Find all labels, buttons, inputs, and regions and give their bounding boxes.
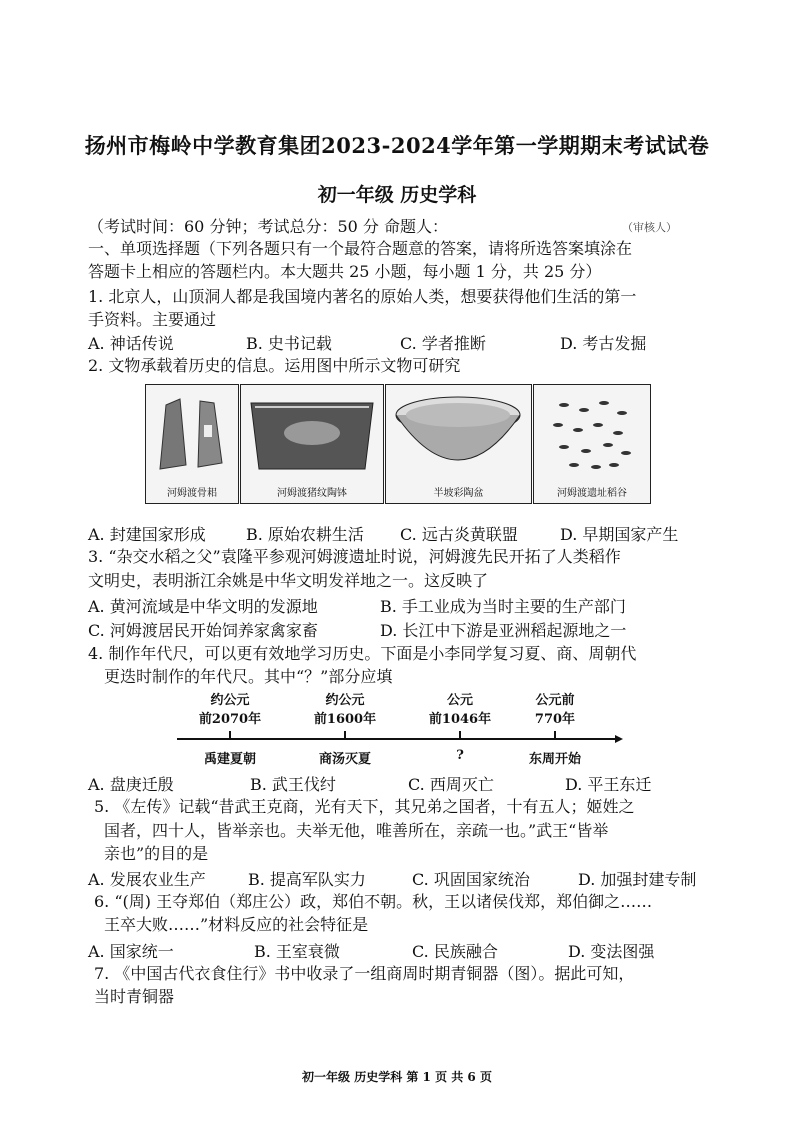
bone-spade-icon bbox=[146, 385, 238, 480]
q6-stem-2: 王卒大败……”材料反应的社会特征是 bbox=[104, 915, 369, 934]
q6-option-d[interactable]: D. 变法图强 bbox=[568, 942, 655, 961]
q3-option-b[interactable]: B. 手工业成为当时主要的生产部门 bbox=[380, 597, 626, 616]
q1-option-b[interactable]: B. 史书记载 bbox=[246, 334, 332, 353]
section-intro-1: 一、单项选择题（下列各题只有一个最符合题意的答案，请将所选答案填涂在 bbox=[88, 239, 633, 258]
q2-caption-1: 河姆渡骨耜 bbox=[167, 488, 217, 499]
painted-basin-icon bbox=[386, 385, 531, 480]
q3-stem-1: 3. “杂交水稻之父”袁隆平参观河姆渡遗址时说，河姆渡先民开拓了人类稻作 bbox=[88, 547, 621, 566]
q3-option-d[interactable]: D. 长江中下游是亚洲稻起源地之一 bbox=[380, 621, 627, 640]
rice-grains-icon bbox=[534, 385, 650, 480]
q2-option-c[interactable]: C. 远古炎黄联盟 bbox=[400, 525, 518, 544]
timeline-top-4: 公元前 bbox=[535, 693, 575, 708]
q4-option-d[interactable]: D. 平王东迁 bbox=[565, 775, 652, 794]
q2-image-bone-spade bbox=[145, 384, 239, 504]
timeline-bottom-4: 东周开始 bbox=[528, 752, 581, 767]
timeline-bottom-3: ? bbox=[456, 748, 464, 763]
q6-option-c[interactable]: C. 民族融合 bbox=[412, 942, 498, 961]
q2-option-a[interactable]: A. 封建国家形成 bbox=[88, 525, 206, 544]
q7-stem-2: 当时青铜器 bbox=[94, 987, 175, 1006]
q5-stem-3: 亲也”的目的是 bbox=[104, 844, 209, 863]
exam-info bbox=[88, 216, 448, 238]
q2-caption-4: 河姆渡遗址稻谷 bbox=[557, 488, 627, 499]
q6-stem-1: 6. “(周) 王夺郑伯（郑庄公）政，郑伯不朝。秋，王以诸侯伐郑，郑伯御之…… bbox=[94, 892, 653, 911]
exam-title: 扬州市梅岭中学教育集团2023-2024学年第一学期期末考试试卷 bbox=[84, 133, 710, 158]
q1-option-d[interactable]: D. 考古发掘 bbox=[560, 334, 647, 353]
q1-option-c[interactable]: C. 学者推断 bbox=[400, 334, 486, 353]
q4-stem-1: 4. 制作年代尺，可以更有效地学习历史。下面是小李同学复习夏、商、周朝代 bbox=[88, 644, 637, 663]
q4-option-c[interactable]: C. 西周灭亡 bbox=[408, 775, 494, 794]
q4-option-b[interactable]: B. 武王伐纣 bbox=[250, 775, 336, 794]
q2-caption-2: 河姆渡猪纹陶钵 bbox=[277, 488, 347, 499]
timeline-top-2: 约公元 bbox=[325, 693, 365, 708]
timeline-axis bbox=[175, 728, 625, 746]
q5-option-a[interactable]: A. 发展农业生产 bbox=[88, 870, 206, 889]
q2-option-b[interactable]: B. 原始农耕生活 bbox=[246, 525, 364, 544]
q2-option-d[interactable]: D. 早期国家产生 bbox=[560, 525, 679, 544]
page-footer: 初一年级 历史学科 第 1 页 共 6 页 bbox=[302, 1070, 492, 1084]
timeline-top-1: 约公元 bbox=[210, 693, 250, 708]
q5-stem-2: 国者，四十人，皆举亲也。夫举无他，唯善所在，亲疏一也。”武王“皆举 bbox=[104, 821, 609, 840]
q5-option-c[interactable]: C. 巩固国家统治 bbox=[412, 870, 530, 889]
exam-subtitle: 初一年级 历史学科 bbox=[317, 184, 477, 206]
timeline-top2-4: 770年 bbox=[534, 712, 576, 727]
timeline-top2-2: 前1600年 bbox=[313, 712, 377, 727]
q5-option-d[interactable]: D. 加强封建专制 bbox=[578, 870, 697, 889]
q1-option-a[interactable]: A. 神话传说 bbox=[88, 334, 174, 353]
q3-option-a[interactable]: A. 黄河流域是中华文明的发源地 bbox=[88, 597, 318, 616]
pig-bowl-icon bbox=[241, 385, 383, 480]
q7-stem-1: 7. 《中国古代衣食住行》书中收录了一组商周时期青铜器（图）。据此可知， bbox=[94, 964, 635, 983]
timeline-top2-1: 前2070年 bbox=[198, 712, 262, 727]
section-intro-2: 答题卡上相应的答题栏内。本大题共 25 小题，每小题 1 分，共 25 分） bbox=[88, 262, 602, 281]
q4-stem-2: 更迭时制作的年代尺。其中“？”部分应填 bbox=[104, 667, 393, 686]
q3-option-c[interactable]: C. 河姆渡居民开始饲养家禽家畜 bbox=[88, 621, 318, 640]
timeline-top-3: 公元 bbox=[446, 693, 473, 708]
exam-info-tail: （审核人） bbox=[622, 221, 677, 234]
q2-image-rice-grains bbox=[533, 384, 651, 504]
q1-stem-1: 1. 北京人，山顶洞人都是我国境内著名的原始人类，想要获得他们生活的第一 bbox=[88, 287, 637, 306]
q2-caption-3: 半坡彩陶盆 bbox=[433, 488, 484, 499]
timeline-bottom-1: 禹建夏朝 bbox=[203, 752, 256, 767]
q2-image-painted-basin bbox=[385, 384, 532, 504]
exam-info-text: （考试时间：60 分钟；考试总分：50 分 命题人： bbox=[88, 217, 448, 236]
q1-stem-2: 手资料。主要通过 bbox=[88, 310, 217, 329]
q5-stem-1: 5. 《左传》记载“昔武王克商，光有天下，其兄弟之国者，十有五人；姬姓之 bbox=[94, 797, 635, 816]
q3-stem-2: 文明史，表明浙江余姚是中华文明发祥地之一。这反映了 bbox=[88, 571, 489, 590]
q2-stem: 2. 文物承载着历史的信息。运用图中所示文物可研究 bbox=[88, 356, 461, 375]
q2-image-pig-bowl bbox=[240, 384, 384, 504]
q6-option-a[interactable]: A. 国家统一 bbox=[88, 942, 174, 961]
q6-option-b[interactable]: B. 王室衰微 bbox=[254, 942, 340, 961]
q4-option-a[interactable]: A. 盘庚迁殷 bbox=[88, 775, 174, 794]
timeline-bottom-2: 商汤灭夏 bbox=[318, 752, 371, 767]
timeline-top2-3: 前1046年 bbox=[428, 712, 492, 727]
q5-option-b[interactable]: B. 提高军队实力 bbox=[248, 870, 366, 889]
